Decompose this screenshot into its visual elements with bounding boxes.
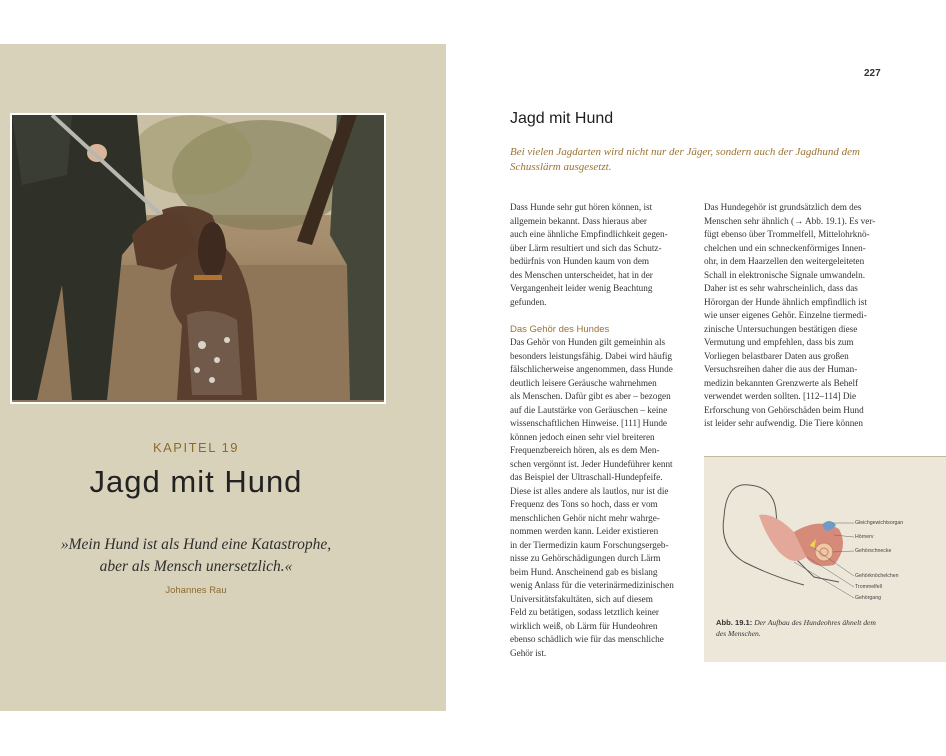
body-line: Vorliegen belastbarer Daten aus großen (704, 350, 849, 361)
quote-line: »Mein Hund ist als Hund eine Katastrophe, (60, 536, 332, 553)
body-line: deutlich leisere Geräusche wahrnehmen (510, 377, 657, 388)
body-line: Diese ist alles andere als lautlos, nur ist die (510, 485, 669, 496)
body-line: als Menschen. Dafür gibt es aber – bezogen (510, 391, 671, 401)
body-line: Vergangenheit leider wenig Beachtung (510, 283, 653, 293)
body-line: Menschen sehr ähnlich (→ Abb. 19.1). Es ver- (704, 215, 876, 226)
body-line: Vermutung und empfehlen, dass bis zum (704, 337, 854, 347)
body-line: Gehör ist. (510, 647, 547, 658)
body-line: beim Hund. Anscheinend gab es bislang (510, 566, 658, 577)
body-line: Dass Hunde sehr gut hören können, ist (510, 202, 653, 212)
body-line: können jedoch einen sehr viel breiteren (510, 431, 655, 442)
body-line: auch eine ähnliche Empfindlichkeit gegen- (510, 229, 668, 239)
body-line: chelchen und ein schneckenförmiges Innen- (704, 242, 866, 253)
figure-label: Hörnerv (855, 534, 874, 540)
body-line: nisse zu Gehörschädigungen durch Lärm (510, 553, 661, 563)
lead-line: Schusslärm ausgesetzt. (510, 161, 612, 173)
photo-illustration (12, 115, 384, 402)
lead-text (510, 145, 900, 175)
figure-caption-text: Der Aufbau des Hundeohres ähnelt dem (754, 618, 876, 627)
body-line: Das Hundegehör ist grundsätzlich dem des (704, 202, 862, 212)
body-line: Universitätsfakultäten, sich auf diesem (510, 593, 653, 604)
body-line: wie unser eigenes Gehör. Einzelne tiermedi- (704, 310, 867, 320)
body-line: menschlichen Gehör nicht mehr wahrge- (510, 512, 660, 523)
body-line: allgemein bekannt. Dass hieraus aber (510, 215, 647, 226)
figure-label: Gehörgang (855, 595, 881, 601)
figure-caption-label: Abb. 19.1: (716, 618, 753, 627)
subheading: Das Gehör des Hundes (510, 323, 610, 335)
body-line: Frequenzbereich hören, als es dem Men- (510, 445, 660, 455)
body-line: verwendet werden sollten. [112–114] Die (704, 391, 857, 401)
body-line: fälschlicherweise angenommen, dass Hunde (510, 364, 673, 374)
body-line: Schall in elektronische Signale umwandeln. (704, 269, 865, 280)
body-line: das Beispiel der Ultraschall-Hundepfeife. (510, 472, 663, 482)
body-line: des Menschen unterscheidet, hat in der (510, 269, 653, 280)
figure-label: Trommelfell (855, 584, 882, 590)
body-line: nommen werden kann. Leider existieren (510, 526, 659, 536)
body-line: ist leider sehr aufwendig. Die Tiere können (704, 418, 863, 428)
body-line: Das Gehör von Hunden gilt gemeinhin als (510, 337, 666, 347)
body-line: wissenschaftlichen Hinweise. [111] Hunde (510, 418, 667, 428)
chapter-quote (40, 534, 352, 578)
quote-line: aber als Mensch unersetzlich.« (99, 558, 293, 575)
chapter-title: Jagd mit Hund (89, 464, 303, 499)
quote-author: Johannes Rau (165, 585, 227, 596)
left-page (0, 44, 446, 711)
body-line: auf die Lautstärke von Geräuschen – keine (510, 404, 668, 415)
figure-label: Gehörknöchelchen (855, 573, 899, 579)
body-line: Daher ist es sehr wahrscheinlich, dass das (704, 283, 858, 293)
body-line: über Lärm resultiert und sich das Schutz- (510, 242, 662, 253)
page-number: 227 (864, 68, 881, 79)
body-line: ohr, in dem Haarzellen den weitergeleiteten (704, 256, 865, 266)
text-column-2 (704, 201, 882, 431)
body-line: medizin bekannten Grenzwerte als Behelf (704, 377, 859, 388)
hunting-dog-photo (10, 113, 386, 404)
body-line: Erforschung von Gehörschäden beim Hund (704, 404, 864, 415)
body-line: gefunden. (510, 296, 547, 307)
body-line: bedürfnis von Hunden kaum von dem (510, 256, 650, 266)
body-line: wirklich weiß, ob Lärm für Hundeohren (510, 620, 658, 631)
body-line: fügt ebenso über Trommelfell, Mittelohrknö- (704, 229, 870, 239)
body-line: Hörorgan der Hunde ähnlich empfindlich ist (704, 296, 867, 307)
figure-label: Gehörschnecke (855, 548, 892, 554)
body-line: in der Tiermedizin kaum Forschungsergeb- (510, 539, 669, 550)
body-line: schen vergönnt ist. Jeder Hundeführer kennt (510, 458, 673, 469)
figure-caption (716, 617, 921, 639)
section-title: Jagd mit Hund (510, 110, 614, 127)
body-line: besonders leistungsfähig. Dabei wird häufig (510, 350, 673, 361)
body-line: wenig Anlass für die veterinärmedizinischen (510, 580, 674, 590)
chapter-label: KAPITEL 19 (152, 440, 240, 455)
body-line: Versuchsreihen daher die aus der Human- (704, 364, 858, 374)
ear-anatomy-figure (704, 456, 946, 662)
lead-line: Bei vielen Jagdarten wird nicht nur der Jäger, sondern auch der Jagdhund dem (510, 146, 860, 158)
body-line: zinische Untersuchungen bestätigen diese (704, 323, 858, 334)
figure-caption-text: des Menschen. (716, 629, 761, 638)
figure-label: Gleichgewichtsorgan (855, 520, 904, 526)
body-line: ebenso schädlich wie für das menschliche (510, 634, 664, 644)
text-column-1 (510, 201, 688, 660)
body-line: Frequenz des Tons so hoch, dass er vom (510, 499, 658, 509)
body-line: Feld zu betätigen, sodass letztlich keiner (510, 607, 659, 617)
ear-diagram (704, 457, 946, 607)
